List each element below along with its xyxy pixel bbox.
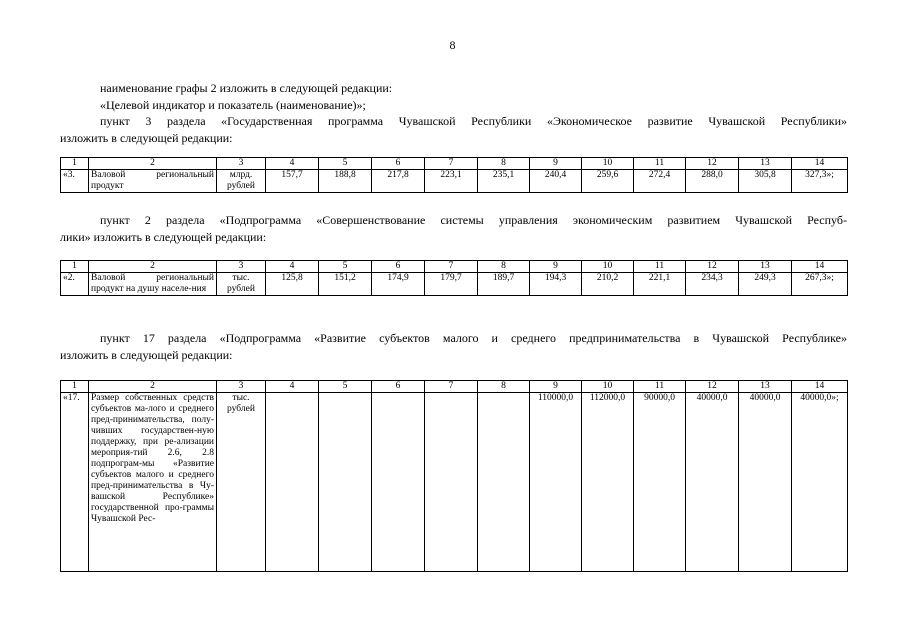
table-row (61, 170, 848, 193)
column-number: 10 (582, 261, 634, 273)
page-number: 8 (449, 38, 456, 52)
column-number: 14 (792, 381, 848, 393)
value-cell: 189,7 (478, 273, 530, 296)
section2-line-2: лики» изложить в следующей редакции: (60, 229, 267, 244)
value-cell: 151,2 (319, 273, 372, 296)
section2-paragraph (60, 212, 847, 245)
intro-line-4: изложить в следующей редакции: (60, 130, 233, 145)
column-number: 9 (530, 381, 582, 393)
table-header-row (61, 261, 848, 273)
value-cell: 194,3 (530, 273, 582, 296)
unit-cell: тыс. рублей (217, 393, 266, 572)
column-number: 11 (634, 158, 686, 170)
value-cell: 235,1 (478, 170, 530, 193)
column-number: 13 (739, 158, 792, 170)
table-row (61, 393, 848, 572)
column-number: 6 (372, 381, 425, 393)
column-number: 2 (89, 261, 217, 273)
column-number: 8 (478, 261, 530, 273)
intro-line-1: наименование графы 2 изложить в следующей редакции: (100, 81, 393, 95)
column-number: 13 (739, 261, 792, 273)
value-cell: 40000,0»; (792, 393, 848, 572)
value-cell: 125,8 (266, 273, 319, 296)
value-cell: 327,3»; (792, 170, 848, 193)
column-number: 8 (478, 381, 530, 393)
column-number: 4 (266, 158, 319, 170)
indicator-name: Валовой региональный продукт на душу населе-ния (89, 273, 217, 296)
value-cell: 267,3»; (792, 273, 848, 296)
section3-line-2: изложить в следующей редакции: (60, 347, 233, 362)
column-number: 2 (89, 381, 217, 393)
column-number: 1 (61, 261, 89, 273)
column-number: 9 (530, 158, 582, 170)
column-number: 3 (217, 261, 266, 273)
column-number: 4 (266, 381, 319, 393)
table-row (61, 273, 848, 296)
row-number: «17. (61, 393, 89, 572)
value-cell: 288,0 (686, 170, 739, 193)
section3-paragraph (60, 330, 847, 363)
indicator-name: Валовой региональный продукт (89, 170, 217, 193)
value-cell: 40000,0 (686, 393, 739, 572)
value-cell: 188,8 (319, 170, 372, 193)
value-cell: 272,4 (634, 170, 686, 193)
value-cell: 110000,0 (530, 393, 582, 572)
value-cell: 40000,0 (739, 393, 792, 572)
table-indicator-2 (60, 260, 848, 296)
column-number: 9 (530, 261, 582, 273)
intro-line-3: пункт 3 раздела «Государственная программа Чувашской Республики «Экономическое развитие Чувашской Республики» (100, 114, 847, 128)
value-cell: 305,8 (739, 170, 792, 193)
column-number: 14 (792, 261, 848, 273)
row-number: «2. (61, 273, 89, 296)
column-number: 3 (217, 381, 266, 393)
value-cell: 157,7 (266, 170, 319, 193)
value-cell (319, 393, 372, 572)
value-cell: 249,3 (739, 273, 792, 296)
value-cell: 90000,0 (634, 393, 686, 572)
intro-paragraph (60, 80, 847, 146)
value-cell: 217,8 (372, 170, 425, 193)
value-cell: 240,4 (530, 170, 582, 193)
value-cell: 223,1 (425, 170, 478, 193)
column-number: 7 (425, 158, 478, 170)
value-cell (478, 393, 530, 572)
value-cell: 174,9 (372, 273, 425, 296)
column-number: 6 (372, 158, 425, 170)
table-header-row (61, 381, 848, 393)
column-number: 5 (319, 381, 372, 393)
column-number: 6 (372, 261, 425, 273)
value-cell: 112000,0 (582, 393, 634, 572)
column-number: 8 (478, 158, 530, 170)
value-cell: 221,1 (634, 273, 686, 296)
table-indicator-17 (60, 380, 848, 572)
table-indicator-3 (60, 157, 848, 193)
value-cell (372, 393, 425, 572)
column-number: 5 (319, 261, 372, 273)
value-cell: 179,7 (425, 273, 478, 296)
column-number: 11 (634, 261, 686, 273)
value-cell (425, 393, 478, 572)
unit-cell: млрд. рублей (217, 170, 266, 193)
column-number: 5 (319, 158, 372, 170)
section2-line-1: пункт 2 раздела «Подпрограмма «Совершенствование системы управления экономическим развитием Чувашской Респуб- (100, 213, 847, 227)
column-number: 11 (634, 381, 686, 393)
column-number: 10 (582, 158, 634, 170)
column-number: 3 (217, 158, 266, 170)
indicator-name: Размер собственных средств субъектов ма-лого и среднего пред-принимательства, полу-чивших государствен-ную поддержку, при ре-ализации мероприя-тий 2.6, 2.8 подпрограм-мы «Развитие субъектов малого и среднего пред-принимательства в Чу-вашской Республике» государственной про-граммы Чувашской Рес- (89, 393, 217, 572)
column-number: 12 (686, 158, 739, 170)
column-number: 4 (266, 261, 319, 273)
table-header-row (61, 158, 848, 170)
column-number: 13 (739, 381, 792, 393)
column-number: 1 (61, 158, 89, 170)
column-number: 2 (89, 158, 217, 170)
column-number: 14 (792, 158, 848, 170)
value-cell: 210,2 (582, 273, 634, 296)
value-cell (266, 393, 319, 572)
column-number: 7 (425, 381, 478, 393)
column-number: 10 (582, 381, 634, 393)
column-number: 1 (61, 381, 89, 393)
column-number: 12 (686, 381, 739, 393)
unit-cell: тыс. рублей (217, 273, 266, 296)
column-number: 12 (686, 261, 739, 273)
intro-line-2: «Целевой индикатор и показатель (наименование)»; (100, 97, 366, 112)
value-cell: 234,3 (686, 273, 739, 296)
section3-line-1: пункт 17 раздела «Подпрограмма «Развитие субъектов малого и среднего предпринимательства в Чувашской Республике» (100, 331, 847, 345)
value-cell: 259,6 (582, 170, 634, 193)
column-number: 7 (425, 261, 478, 273)
row-number: «3. (61, 170, 89, 193)
